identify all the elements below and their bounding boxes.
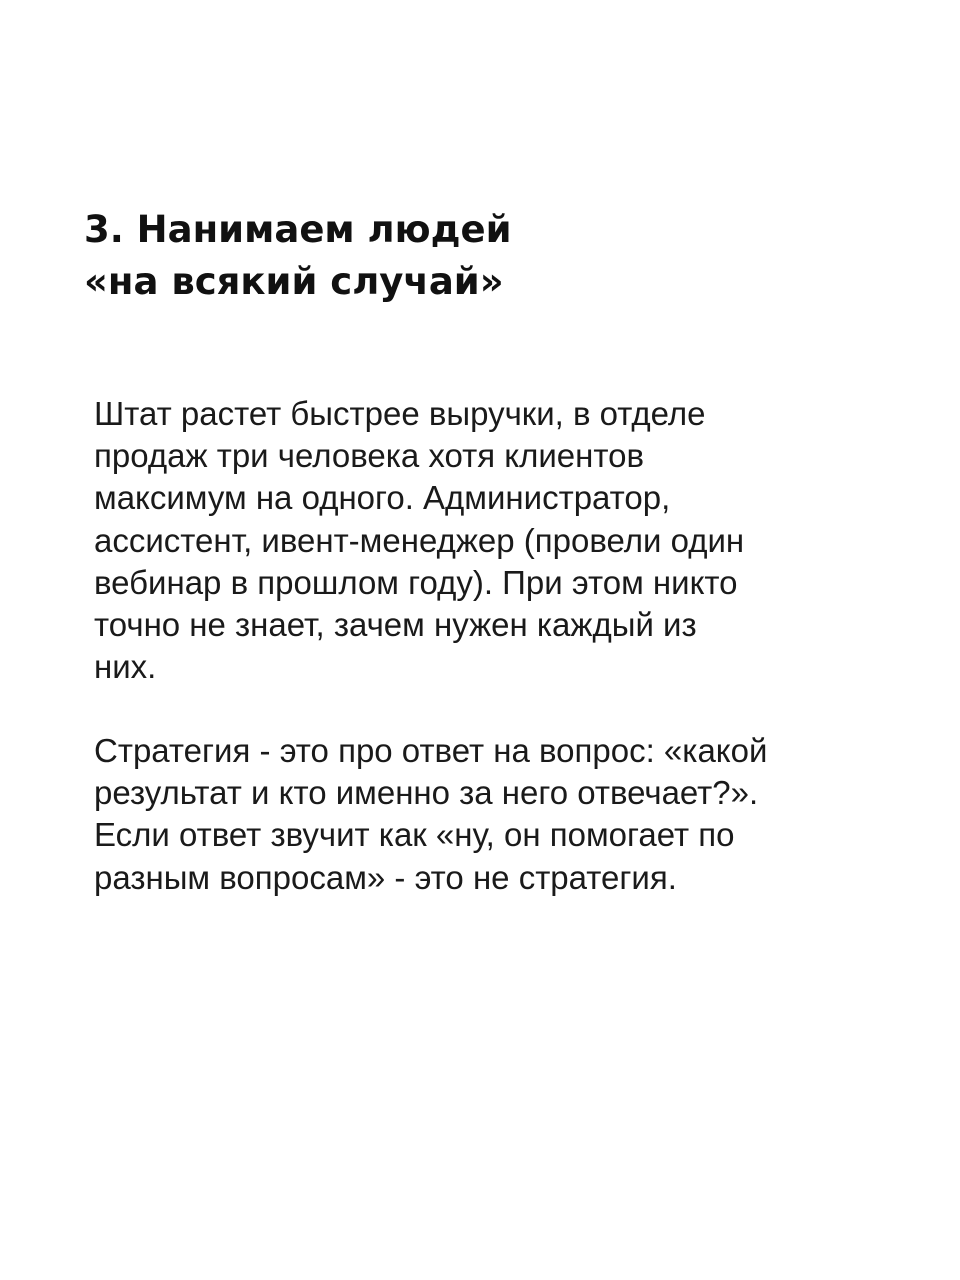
paragraph-line: результат и кто именно за него отвечает?». [94, 774, 759, 812]
section-heading [84, 204, 512, 308]
paragraph-line: ассистент, ивент-менеджер (провели один [94, 521, 745, 559]
paragraph-line: точно не знает, зачем нужен каждый из [94, 606, 697, 644]
paragraph-line: разным вопросам» - это не стратегия. [94, 858, 677, 896]
paragraph-line: Если ответ звучит как «ну, он помогает по [94, 816, 735, 854]
paragraph-line: них. [94, 648, 157, 686]
heading-line: 3. Нанимаем людей [84, 208, 512, 251]
paragraph-line: Стратегия - это про ответ на вопрос: «какой [94, 732, 768, 769]
paragraph-line: максимум на одного. Администратор, [94, 479, 671, 517]
paragraph-line: вебинар в прошлом году). При этом никто [94, 563, 738, 601]
heading-line: «на всякий случай» [84, 260, 504, 303]
paragraph-line: продаж три человека хотя клиентов [94, 437, 645, 475]
body-paragraph-staff [94, 393, 744, 688]
body-paragraph-strategy [94, 730, 767, 899]
paragraph-line: Штат растет быстрее выручки, в отделе [94, 395, 706, 432]
